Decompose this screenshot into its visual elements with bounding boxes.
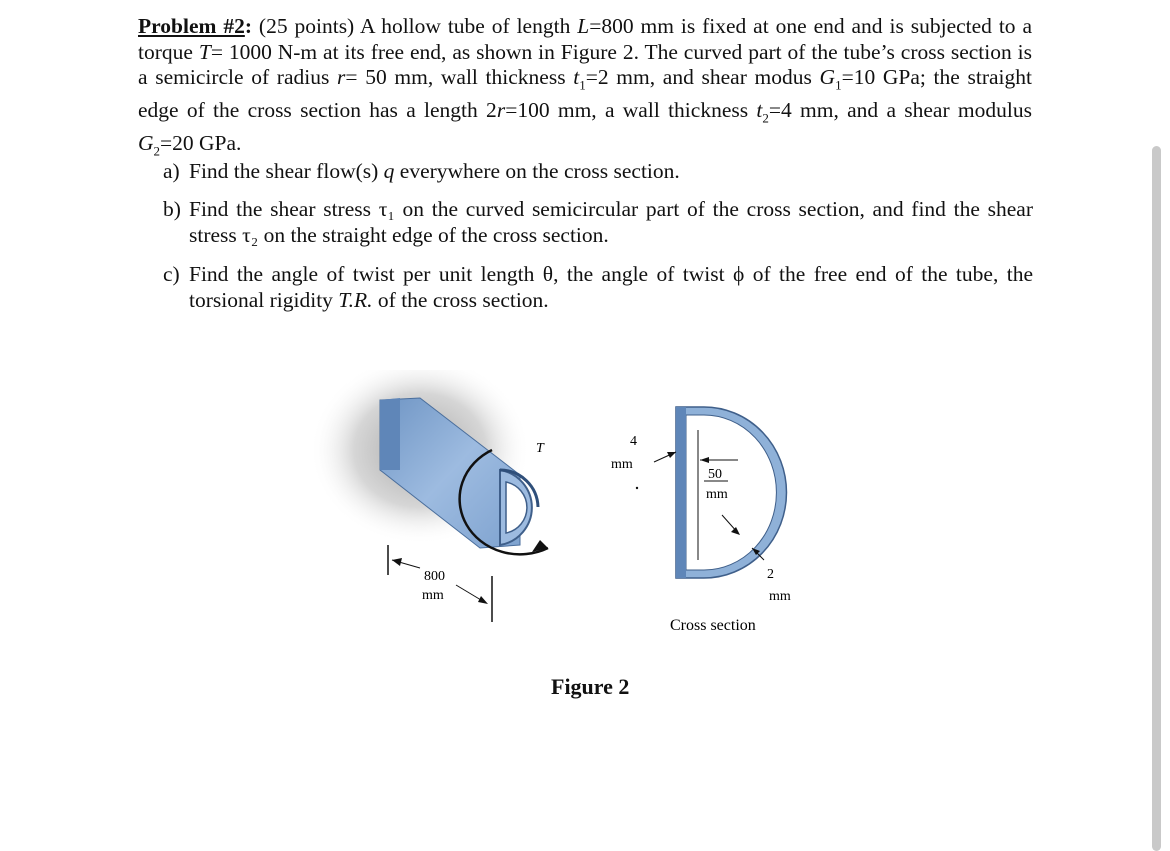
radius-unit: mm: [706, 487, 728, 502]
problem-text: =20 GPa.: [160, 130, 242, 155]
problem-text: =4 mm, and a shear modulus: [768, 97, 1032, 122]
var-t1: t: [573, 65, 580, 89]
thick-straight-unit: mm: [611, 457, 633, 472]
thick-curved-value: 2: [767, 567, 774, 582]
problem-text: (25 points) A hollow tube of length: [252, 14, 578, 38]
thick-curved-unit: mm: [769, 589, 791, 604]
length-value: 800: [424, 569, 445, 584]
problem-text: =100 mm, a wall thickness: [505, 97, 757, 122]
problem-label: Problem #2: [138, 14, 245, 38]
radius-value: 50: [708, 467, 722, 482]
part-c-tag: c): [163, 262, 180, 286]
var-G2-sub: 2: [153, 142, 161, 158]
part-c: [163, 261, 1033, 313]
var-TR: T.R.: [338, 288, 373, 312]
var-t1-sub: 1: [579, 77, 586, 93]
problem-text: =2 mm, and shear modus: [585, 65, 820, 89]
dim-arrowhead-right: [478, 596, 488, 604]
part-a: [163, 158, 1033, 184]
var-T: T: [198, 39, 211, 64]
problem-text: =10 GPa; the straight edge of the cross section has a length 2: [138, 65, 1032, 122]
part-a-text: Find the shear flow(s): [189, 159, 384, 183]
thick-straight-value: 4: [630, 434, 637, 449]
cross-section: [676, 407, 786, 578]
part-a-text: everywhere on the cross section.: [394, 159, 680, 183]
figure-2: [300, 370, 820, 660]
var-G1: G: [819, 65, 836, 89]
figure-caption: Figure 2: [551, 674, 630, 699]
var-r: r: [337, 65, 346, 89]
part-b-tag: b): [163, 197, 181, 221]
var-G1-sub: 1: [835, 77, 842, 93]
var-q: q: [383, 159, 395, 183]
var-r: r: [496, 97, 506, 122]
scrollbar[interactable]: [1152, 146, 1161, 851]
problem-text: = 1000 N-m at its free end, as shown in Figure 2. The curved part of the tube’s cross section is a semicircle of radius: [138, 39, 1033, 89]
problem-text: =800 mm is fixed at one end and is subjected to a torque: [138, 14, 1033, 64]
length-unit: mm: [422, 588, 444, 603]
problem-statement: [138, 14, 1032, 163]
var-G2: G: [138, 130, 154, 155]
part-c-text: of the cross section.: [372, 288, 549, 312]
dim-arrowhead-left: [392, 558, 402, 566]
part-b-text: Find the shear stress τ₁ on the curved semicircular part of the cross section, and find the shear stress τ₂ on the straight edge of the cross section.: [189, 197, 1033, 247]
problem-text: = 50 mm, wall thickness: [345, 65, 574, 89]
problem-label-colon: :: [244, 14, 253, 38]
cross-section-label: Cross section: [670, 617, 756, 634]
part-a-tag: a): [163, 159, 180, 183]
part-c-text: Find the angle of twist per unit length θ, the angle of twist ϕ of the free end of the tube, the torsional rigidity: [189, 262, 1033, 312]
var-t2: t: [756, 97, 763, 122]
torque-label: T: [536, 441, 544, 456]
var-t2-sub: 2: [762, 110, 769, 126]
part-b: [163, 196, 1033, 248]
dot: [636, 487, 638, 489]
var-L: L: [577, 14, 590, 38]
